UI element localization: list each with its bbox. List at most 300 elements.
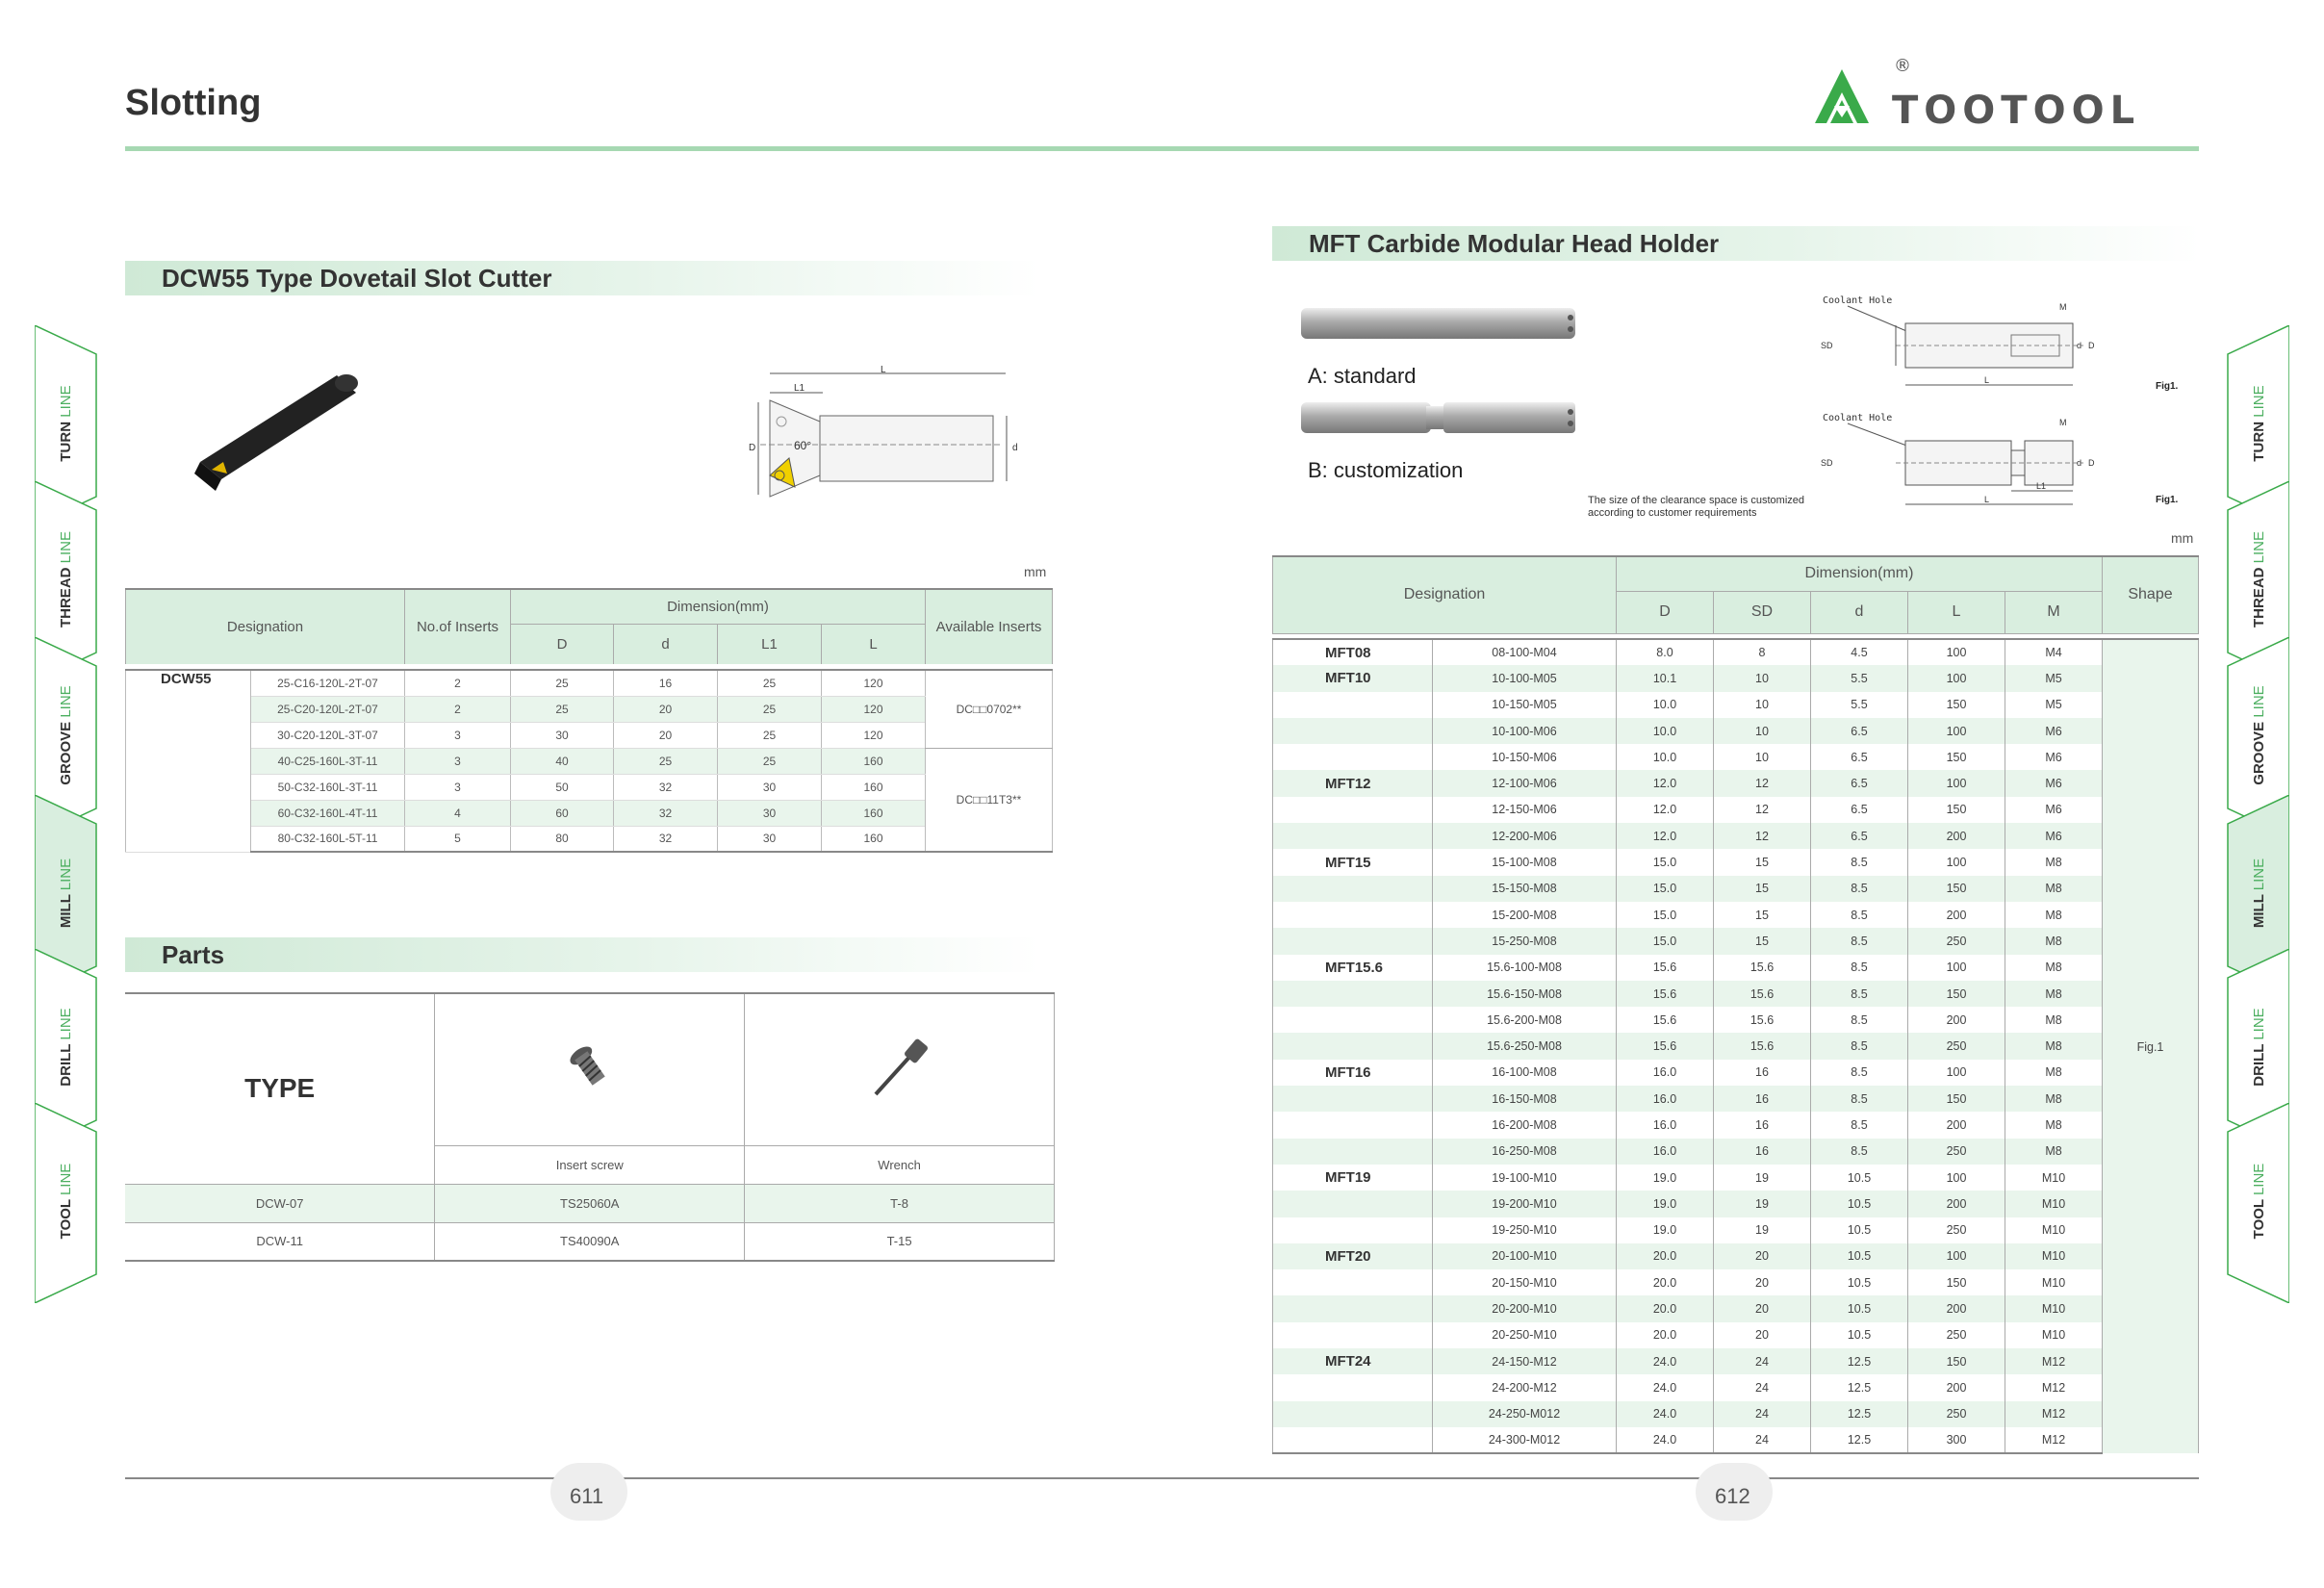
cell-L: 250 [1908, 1322, 2005, 1348]
cell-SD: 19 [1714, 1217, 1811, 1243]
table-row [1273, 1322, 2199, 1348]
cell-d: 32 [614, 774, 718, 800]
cell-d: 16 [614, 670, 718, 696]
table-row [1273, 1139, 2199, 1165]
designation-code: 20-100-M10 [1433, 1243, 1617, 1269]
cell-d: 8.5 [1811, 876, 1908, 902]
cell-d: 10.5 [1811, 1243, 1908, 1269]
svg-text:L: L [881, 365, 886, 375]
side-tab-label: DRILL LINE [58, 1008, 74, 1087]
designation-code: 15.6-150-M08 [1433, 981, 1617, 1007]
cell-M: M12 [2005, 1427, 2103, 1453]
cell-M: M12 [2005, 1401, 2103, 1427]
designation-code: 25-C20-120L-2T-07 [251, 696, 405, 722]
cell-D: 16.0 [1617, 1112, 1714, 1138]
svg-text:d: d [1012, 443, 1018, 453]
col-dimension: Dimension(mm) [1617, 556, 2103, 591]
cell-L: 300 [1908, 1427, 2005, 1453]
dcw-table: Designation No.of Inserts Dimension(mm) Available Inserts D d L1 L DCW55 25-C16-120L-2T-07 2 25 16 25 120 DC□□0702** 25-C20-120L-2T-07 2 25 20 25 120 30-C20-120L-3T-07 3 30 20 25 120 40-C25-160L-3T-11 3 40 25 25 160 DC□□11T3** 50-C32-160L-3T-11 3 50 32 30 160 60-C32-160L-4T-11 4 60 32 30 160 80-C32-160L-5T-11 5 80 32 30 160 [125, 588, 1053, 853]
group-label [1273, 1007, 1433, 1033]
table-row [1273, 639, 2199, 665]
cell-d: 10.5 [1811, 1217, 1908, 1243]
table-row [126, 800, 1053, 826]
cell-M: M12 [2005, 1348, 2103, 1374]
cell-M: M8 [2005, 1086, 2103, 1112]
designation-code: 16-250-M08 [1433, 1139, 1617, 1165]
table-row [1273, 1086, 2199, 1112]
cell-D: 24.0 [1617, 1374, 1714, 1400]
group-label: MFT19 [1273, 1165, 1433, 1191]
cell-M: M4 [2005, 639, 2103, 665]
custom-label: B: customization [1308, 458, 1464, 482]
col-shape: Shape [2103, 556, 2199, 633]
cell-D: 19.0 [1617, 1165, 1714, 1191]
cell-L: 250 [1908, 1033, 2005, 1059]
cell-d: 6.5 [1811, 823, 1908, 849]
cell-d: 8.5 [1811, 1112, 1908, 1138]
cell-d: 8.5 [1811, 1007, 1908, 1033]
cell-L1: 25 [718, 722, 822, 748]
cell-L: 150 [1908, 1086, 2005, 1112]
cell-D: 20.0 [1617, 1269, 1714, 1295]
svg-text:SD: SD [1821, 458, 1833, 468]
group-label [1273, 1427, 1433, 1453]
group-label [1273, 1401, 1433, 1427]
dcw-unit: mm [1024, 564, 1047, 579]
available-insert-a: DC□□0702** [926, 670, 1053, 748]
table-row [1273, 770, 2199, 796]
shape-value: Fig.1 [2103, 639, 2199, 1453]
cell-M: M10 [2005, 1243, 2103, 1269]
svg-text:L: L [1984, 495, 1990, 504]
designation-code: 24-200-M12 [1433, 1374, 1617, 1400]
group-label: DCW55 [126, 670, 251, 852]
cell-d: 5.5 [1811, 665, 1908, 691]
col-available: Available Inserts [926, 589, 1053, 664]
group-label: MFT12 [1273, 770, 1433, 796]
cell-D: 10.0 [1617, 718, 1714, 744]
cell-L: 200 [1908, 1007, 2005, 1033]
cell-L1: 30 [718, 800, 822, 826]
group-label [1273, 1322, 1433, 1348]
cell-D: 16.0 [1617, 1060, 1714, 1086]
cell-d: 12.5 [1811, 1401, 1908, 1427]
svg-text:Coolant Hole: Coolant Hole [1823, 295, 1893, 306]
designation-code: 20-200-M10 [1433, 1295, 1617, 1321]
type-label: TYPE [125, 993, 435, 1184]
cell-D: 25 [511, 696, 614, 722]
cell-L: 250 [1908, 1139, 2005, 1165]
right-page-number: 612 [1715, 1484, 1750, 1508]
designation-code: 12-200-M06 [1433, 823, 1617, 849]
cell-D: 12.0 [1617, 770, 1714, 796]
cell-SD: 20 [1714, 1322, 1811, 1348]
cell-L: 150 [1908, 692, 2005, 718]
cell-L: 200 [1908, 1295, 2005, 1321]
designation-code: 80-C32-160L-5T-11 [251, 826, 405, 852]
cell-L: 150 [1908, 797, 2005, 823]
group-label [1273, 1086, 1433, 1112]
table-row [125, 1222, 1055, 1261]
cell-d: 10.5 [1811, 1295, 1908, 1321]
cell-D: 15.6 [1617, 1033, 1714, 1059]
table-row [1273, 1033, 2199, 1059]
cell-SD: 20 [1714, 1295, 1811, 1321]
side-tab-label: DRILL LINE [2251, 1008, 2267, 1087]
cell-D: 15.0 [1617, 902, 1714, 928]
cell-SD: 16 [1714, 1060, 1811, 1086]
cell-SD: 8 [1714, 639, 1811, 665]
cell-L: 120 [822, 722, 926, 748]
dovetail-cutter-image [192, 366, 366, 500]
cell-L: 120 [822, 670, 926, 696]
cell-M: M6 [2005, 797, 2103, 823]
svg-text:d: d [2077, 341, 2082, 350]
dcw-section-heading: DCW55 Type Dovetail Slot Cutter [125, 261, 1039, 295]
cell-n: 5 [405, 826, 511, 852]
fig1-custom-diagram [1819, 410, 2184, 516]
cell-L: 250 [1908, 1217, 2005, 1243]
designation-code: 40-C25-160L-3T-11 [251, 748, 405, 774]
cell-d: 8.5 [1811, 955, 1908, 981]
svg-text:D: D [749, 443, 756, 453]
cell-M: M8 [2005, 1007, 2103, 1033]
cell-d: 6.5 [1811, 797, 1908, 823]
cell-D: 30 [511, 722, 614, 748]
part-screw: TS25060A [435, 1184, 745, 1222]
cell-SD: 15 [1714, 928, 1811, 954]
designation-code: 16-150-M08 [1433, 1086, 1617, 1112]
cell-L: 250 [1908, 1401, 2005, 1427]
cell-M: M6 [2005, 744, 2103, 770]
table-row [126, 722, 1053, 748]
screw-icon [561, 1039, 619, 1097]
cell-L: 150 [1908, 1348, 2005, 1374]
table-row [1273, 665, 2199, 691]
svg-text:Coolant Hole: Coolant Hole [1823, 413, 1893, 423]
cell-D: 50 [511, 774, 614, 800]
cell-d: 8.5 [1811, 1060, 1908, 1086]
cell-M: M8 [2005, 928, 2103, 954]
designation-code: 19-250-M10 [1433, 1217, 1617, 1243]
mft-table: Designation Dimension(mm) Shape D SD d L M MFT08 08-100-M04 8.0 8 4.5 100 M4 Fig.1 MFT10 10-100-M05 10.1 10 5.5 100 M5 10-150-M05 10.0 10 5.5 150 M5 10-100-M06 10.0 10 6.5 100 M6 10-150-M06 10.0 10 6.5 150 M6 MFT12 12-100-M06 12.0 12 6.5 100 M6 12-150-M06 12.0 12 6.5 150 M6 12-200-M06 12.0 12 6.5 200 M6 MFT15 15-100-M08 15.0 15 8.5 100 M8 15-150-M08 15.0 15 8.5 150 M8 15-200-M08 15.0 15 8.5 200 M8 15-250-M08 15.0 15 8.5 250 M8 MFT15.6 15.6-100-M08 15.6 15.6 8.5 100 M8 15.6-150-M08 15.6 15.6 8.5 150 M8 15.6-200-M08 15.6 15.6 8.5 200 M8 15.6-250-M08 15.6 15.6 8.5 250 M8 MFT16 16-100-M08 16.0 16 8.5 100 M8 16-150-M08 16.0 16 8.5 150 M8 16-200-M08 16.0 16 8.5 200 M8 16-250-M08 16.0 16 8.5 250 M8 MFT19 19-100-M10 19.0 19 10.5 100 M10 19-200-M10 19.0 19 10.5 200 M10 19-250-M10 19.0 19 10.5 250 M10 MFT20 20-100-M10 20.0 20 10.5 100 M10 20-150-M10 20.0 20 10.5 150 M10 20-200-M10 20.0 20 10.5 200 M10 20-250-M10 20.0 20 10.5 250 M10 MFT24 24-150-M12 24.0 24 12.5 150 M12 24-200-M12 24.0 24 12.5 200 M12 24-250-M012 24.0 24 12.5 250 M12 24-300-M012 24.0 24 12.5 300 M12 [1272, 555, 2199, 1454]
cell-D: 24.0 [1617, 1401, 1714, 1427]
table-row [1273, 1374, 2199, 1400]
cell-n: 3 [405, 722, 511, 748]
cell-SD: 24 [1714, 1348, 1811, 1374]
cell-n: 4 [405, 800, 511, 826]
group-label [1273, 718, 1433, 744]
cell-L: 200 [1908, 902, 2005, 928]
cell-SD: 24 [1714, 1427, 1811, 1453]
table-row [1273, 744, 2199, 770]
cell-D: 8.0 [1617, 639, 1714, 665]
cell-SD: 15.6 [1714, 981, 1811, 1007]
header-rule [125, 146, 2199, 151]
cell-M: M8 [2005, 876, 2103, 902]
table-row [1273, 876, 2199, 902]
cell-D: 15.6 [1617, 981, 1714, 1007]
brand-name: TOOTOOL [1892, 89, 2141, 133]
cell-D: 15.0 [1617, 928, 1714, 954]
cell-d: 25 [614, 748, 718, 774]
cell-SD: 20 [1714, 1243, 1811, 1269]
designation-code: 10-150-M06 [1433, 744, 1617, 770]
cell-SD: 10 [1714, 692, 1811, 718]
cell-L: 100 [1908, 770, 2005, 796]
designation-code: 15-150-M08 [1433, 876, 1617, 902]
cell-n: 2 [405, 696, 511, 722]
group-label: MFT15.6 [1273, 955, 1433, 981]
cell-L: 150 [1908, 1269, 2005, 1295]
part-type: DCW-07 [125, 1184, 435, 1222]
designation-code: 08-100-M04 [1433, 639, 1617, 665]
table-row [125, 1184, 1055, 1222]
cell-n: 2 [405, 670, 511, 696]
cell-D: 20.0 [1617, 1243, 1714, 1269]
cell-d: 12.5 [1811, 1348, 1908, 1374]
cell-L: 100 [1908, 718, 2005, 744]
group-label [1273, 902, 1433, 928]
designation-code: 19-200-M10 [1433, 1191, 1617, 1217]
part-screw: TS40090A [435, 1222, 745, 1261]
group-label [1273, 1033, 1433, 1059]
cell-L: 100 [1908, 1060, 2005, 1086]
cell-d: 10.5 [1811, 1269, 1908, 1295]
designation-code: 12-100-M06 [1433, 770, 1617, 796]
cell-d: 5.5 [1811, 692, 1908, 718]
cell-D: 24.0 [1617, 1427, 1714, 1453]
designation-code: 15-200-M08 [1433, 902, 1617, 928]
cell-M: M10 [2005, 1217, 2103, 1243]
left-page-number: 611 [570, 1484, 604, 1508]
col-insert-screw: Insert screw [435, 1145, 745, 1184]
table-row [1273, 1007, 2199, 1033]
table-row [1273, 1401, 2199, 1427]
table-row [126, 696, 1053, 722]
designation-code: 24-250-M012 [1433, 1401, 1617, 1427]
group-label: MFT16 [1273, 1060, 1433, 1086]
svg-text:d: d [2077, 458, 2082, 468]
col-inserts: No.of Inserts [405, 589, 511, 664]
table-row [126, 670, 1053, 696]
cell-d: 8.5 [1811, 981, 1908, 1007]
cell-M: M5 [2005, 665, 2103, 691]
side-tab-label: TOOL LINE [58, 1163, 74, 1240]
cell-SD: 16 [1714, 1086, 1811, 1112]
table-row [126, 774, 1053, 800]
table-row [1273, 1217, 2199, 1243]
cell-L: 100 [1908, 849, 2005, 875]
cell-D: 15.6 [1617, 955, 1714, 981]
side-tab-label: THREAD LINE [2251, 530, 2267, 628]
cell-SD: 12 [1714, 797, 1811, 823]
group-label [1273, 1217, 1433, 1243]
insert-screw-image [435, 993, 745, 1145]
table-row [1273, 692, 2199, 718]
cell-SD: 15 [1714, 849, 1811, 875]
svg-text:L: L [1984, 375, 1990, 385]
designation-code: 16-200-M08 [1433, 1112, 1617, 1138]
cell-SD: 15.6 [1714, 1033, 1811, 1059]
cell-D: 15.0 [1617, 849, 1714, 875]
cell-L1: 25 [718, 696, 822, 722]
parts-table [125, 992, 1055, 1262]
group-label [1273, 1269, 1433, 1295]
cell-SD: 15.6 [1714, 955, 1811, 981]
svg-text:SD: SD [1821, 341, 1833, 350]
cell-D: 10.1 [1617, 665, 1714, 691]
cell-D: 12.0 [1617, 823, 1714, 849]
cell-D: 80 [511, 826, 614, 852]
cell-SD: 15 [1714, 876, 1811, 902]
table-row [1273, 849, 2199, 875]
designation-code: 15.6-200-M08 [1433, 1007, 1617, 1033]
designation-code: 19-100-M10 [1433, 1165, 1617, 1191]
brand-logo [1809, 56, 2204, 135]
group-label [1273, 1112, 1433, 1138]
cell-d: 10.5 [1811, 1322, 1908, 1348]
cell-M: M8 [2005, 849, 2103, 875]
table-row [1273, 955, 2199, 981]
cell-D: 12.0 [1617, 797, 1714, 823]
cell-SD: 24 [1714, 1401, 1811, 1427]
cell-L: 200 [1908, 1191, 2005, 1217]
cell-L: 120 [822, 696, 926, 722]
cell-SD: 20 [1714, 1269, 1811, 1295]
standard-label: A: standard [1308, 364, 1417, 388]
cell-M: M8 [2005, 981, 2103, 1007]
group-label [1273, 928, 1433, 954]
cell-d: 8.5 [1811, 902, 1908, 928]
cell-L: 200 [1908, 823, 2005, 849]
cell-D: 15.6 [1617, 1007, 1714, 1033]
cell-M: M6 [2005, 718, 2103, 744]
table-row [1273, 1243, 2199, 1269]
mft-unit: mm [2171, 530, 2194, 546]
side-tab-label: TURN LINE [58, 385, 74, 462]
custom-holder-image [1301, 398, 1580, 437]
cell-L: 150 [1908, 981, 2005, 1007]
designation-code: 10-100-M05 [1433, 665, 1617, 691]
designation-code: 15.6-100-M08 [1433, 955, 1617, 981]
tootool-logo-icon [1809, 56, 2204, 135]
table-row [1273, 1427, 2199, 1453]
mft-section-heading: MFT Carbide Modular Head Holder [1272, 226, 2201, 261]
cell-D: 10.0 [1617, 692, 1714, 718]
clearance-note: The size of the clearance space is customized according to customer requirements [1588, 495, 1805, 519]
cell-D: 60 [511, 800, 614, 826]
designation-code: 20-250-M10 [1433, 1322, 1617, 1348]
group-label: MFT20 [1273, 1243, 1433, 1269]
cell-M: M8 [2005, 902, 2103, 928]
cell-M: M8 [2005, 1139, 2103, 1165]
cell-D: 16.0 [1617, 1139, 1714, 1165]
available-insert-b: DC□□11T3** [926, 748, 1053, 852]
table-row [1273, 928, 2199, 954]
footer-rule [125, 1477, 2199, 1479]
group-label [1273, 744, 1433, 770]
designation-code: 24-300-M012 [1433, 1427, 1617, 1453]
cell-SD: 24 [1714, 1374, 1811, 1400]
svg-text:Fig1.: Fig1. [2156, 381, 2179, 392]
cell-L: 100 [1908, 955, 2005, 981]
cell-d: 8.5 [1811, 849, 1908, 875]
part-wrench: T-8 [745, 1184, 1055, 1222]
cell-d: 8.5 [1811, 1139, 1908, 1165]
cell-SD: 15 [1714, 902, 1811, 928]
cell-L: 160 [822, 774, 926, 800]
svg-text:D: D [2088, 458, 2095, 468]
side-tab-label: THREAD LINE [58, 530, 74, 628]
group-label [1273, 1295, 1433, 1321]
side-tab-tool[interactable] [2220, 1103, 2289, 1303]
standard-holder-image [1301, 304, 1580, 343]
side-tab-tool[interactable] [35, 1103, 104, 1303]
table-row [1273, 1060, 2199, 1086]
cell-SD: 15.6 [1714, 1007, 1811, 1033]
cell-M: M6 [2005, 823, 2103, 849]
svg-text:L1: L1 [794, 383, 805, 394]
table-row [1273, 1191, 2199, 1217]
cell-D: 40 [511, 748, 614, 774]
cell-SD: 12 [1714, 823, 1811, 849]
cell-D: 20.0 [1617, 1322, 1714, 1348]
part-type: DCW-11 [125, 1222, 435, 1261]
wrench-image [745, 993, 1055, 1145]
cell-L: 250 [1908, 928, 2005, 954]
cell-d: 8.5 [1811, 1086, 1908, 1112]
designation-code: 30-C20-120L-3T-07 [251, 722, 405, 748]
svg-text:60°: 60° [794, 439, 812, 452]
cell-n: 3 [405, 774, 511, 800]
svg-text:D: D [2088, 341, 2095, 350]
part-wrench: T-15 [745, 1222, 1055, 1261]
cell-D: 25 [511, 670, 614, 696]
side-tab-label: MILL LINE [58, 858, 74, 929]
cell-M: M10 [2005, 1322, 2103, 1348]
cell-SD: 19 [1714, 1191, 1811, 1217]
cell-D: 19.0 [1617, 1191, 1714, 1217]
svg-text:M: M [2059, 302, 2067, 312]
designation-code: 20-150-M10 [1433, 1269, 1617, 1295]
cell-M: M10 [2005, 1295, 2103, 1321]
designation-code: 15-250-M08 [1433, 928, 1617, 954]
designation-code: 25-C16-120L-2T-07 [251, 670, 405, 696]
cell-d: 12.5 [1811, 1374, 1908, 1400]
cell-D: 19.0 [1617, 1217, 1714, 1243]
cell-SD: 12 [1714, 770, 1811, 796]
cell-D: 10.0 [1617, 744, 1714, 770]
cell-M: M6 [2005, 770, 2103, 796]
table-row [1273, 718, 2199, 744]
group-label: MFT24 [1273, 1348, 1433, 1374]
parts-section-heading: Parts [125, 937, 1039, 972]
table-row [126, 826, 1053, 852]
designation-code: 50-C32-160L-3T-11 [251, 774, 405, 800]
page-title: Slotting [125, 83, 262, 123]
cell-M: M8 [2005, 1112, 2103, 1138]
cell-L: 160 [822, 748, 926, 774]
col-designation: Designation [126, 589, 405, 664]
group-label: MFT10 [1273, 665, 1433, 691]
cell-d: 10.5 [1811, 1165, 1908, 1191]
svg-text:L1: L1 [2036, 481, 2047, 491]
cell-L1: 30 [718, 826, 822, 852]
cell-d: 32 [614, 800, 718, 826]
cell-d: 8.5 [1811, 928, 1908, 954]
designation-code: 60-C32-160L-4T-11 [251, 800, 405, 826]
